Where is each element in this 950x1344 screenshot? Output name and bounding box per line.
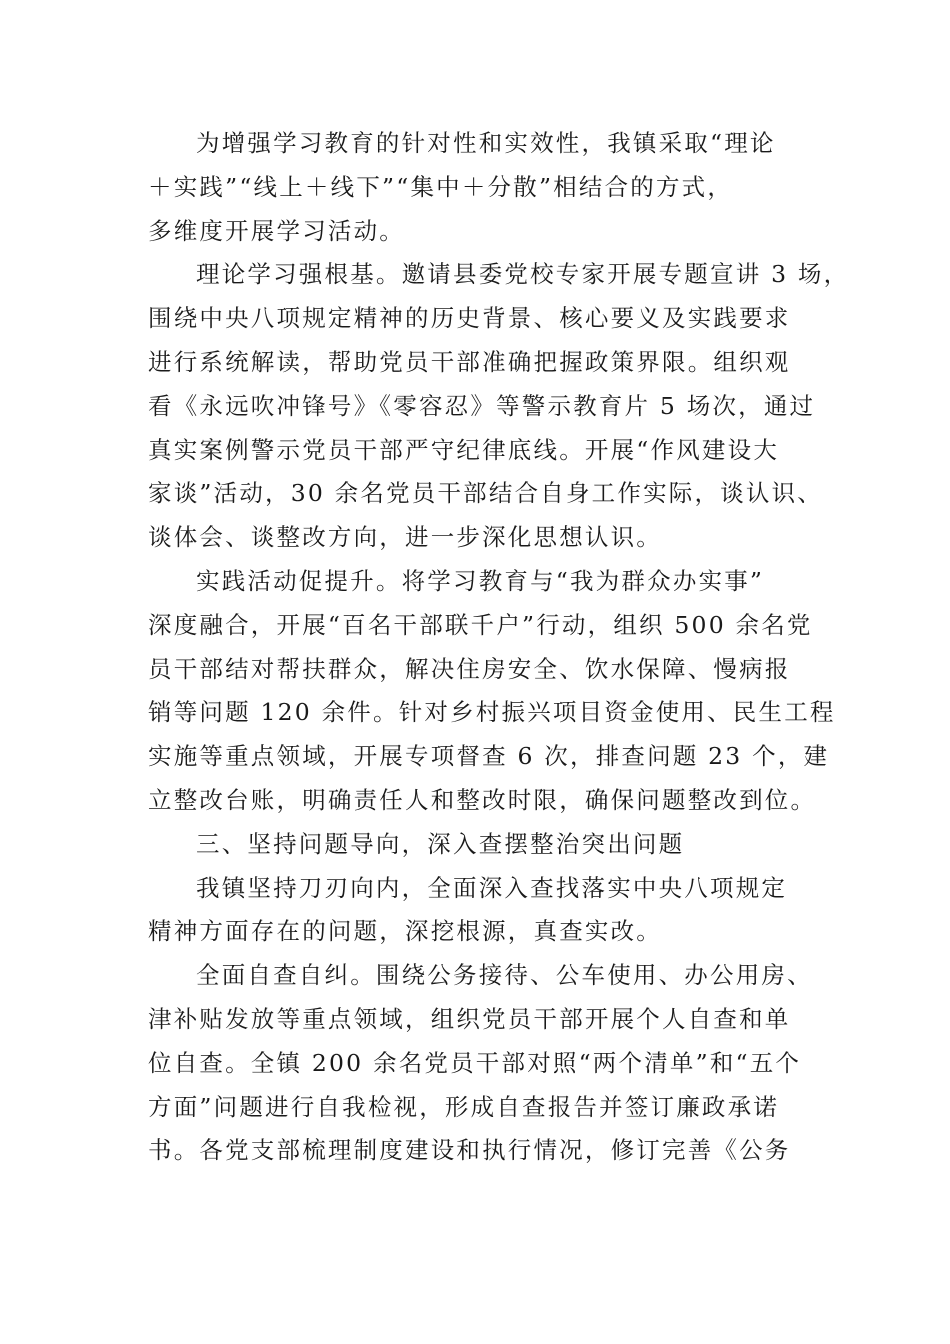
text-line: 方面”问题进行自我检视，形成自查报告并签订廉政承诺	[148, 1092, 780, 1121]
text-line: 实施等重点领域，开展专项督查 6 次，排查问题 23 个，建	[148, 742, 830, 771]
text-line: 全面自查自纠。围绕公务接待、公车使用、办公用房、	[196, 961, 813, 990]
text-line: ＋实践”“线上＋线下”“集中＋分散”相结合的方式，	[148, 172, 734, 201]
text-line: 三、坚持问题导向，深入查摆整治突出问题	[196, 829, 685, 858]
text-line: 我镇坚持刀刃向内，全面深入查找落实中央八项规定	[196, 873, 788, 902]
text-line: 员干部结对帮扶群众，解决住房安全、饮水保障、慢病报	[148, 654, 791, 683]
text-line: 津补贴发放等重点领域，组织党员干部开展个人自查和单	[148, 1004, 791, 1033]
text-line: 书。各党支部梳理制度建设和执行情况，修订完善《公务	[148, 1136, 791, 1165]
text-line: 围绕中央八项规定精神的历史背景、核心要义及实践要求	[148, 304, 791, 333]
text-line: 立整改台账，明确责任人和整改时限，确保问题整改到位。	[148, 785, 817, 814]
body-text	[148, 122, 850, 1173]
text-line: 家谈”活动，30 余名党员干部结合自身工作实际，谈认识、	[148, 479, 823, 508]
text-line: 看《永远吹冲锋号》《零容忍》等警示教育片 5 场次，通过	[148, 391, 816, 420]
text-line: 进行系统解读，帮助党员干部准确把握政策界限。组织观	[148, 347, 791, 376]
text-line: 真实案例警示党员干部严守纪律底线。开展“作风建设大	[148, 435, 780, 464]
text-line: 多维度开展学习活动。	[148, 216, 405, 245]
text-line: 理论学习强根基。邀请县委党校专家开展专题宣讲 3 场，	[196, 260, 850, 289]
text-line: 谈体会、谈整改方向，进一步深化思想认识。	[148, 523, 662, 552]
text-line: 精神方面存在的问题，深挖根源，真查实改。	[148, 917, 662, 946]
text-line: 销等问题 120 余件。针对乡村振兴项目资金使用、民生工程	[148, 698, 836, 727]
text-line: 位自查。全镇 200 余名党员干部对照“两个清单”和“五个	[148, 1048, 802, 1077]
text-line: 实践活动促提升。将学习教育与“我为群众办实事”	[196, 566, 765, 595]
text-line: 深度融合，开展“百名干部联千户”行动，组织 500 余名党	[148, 610, 813, 639]
text-line: 为增强学习教育的针对性和实效性，我镇采取“理论	[196, 129, 776, 157]
